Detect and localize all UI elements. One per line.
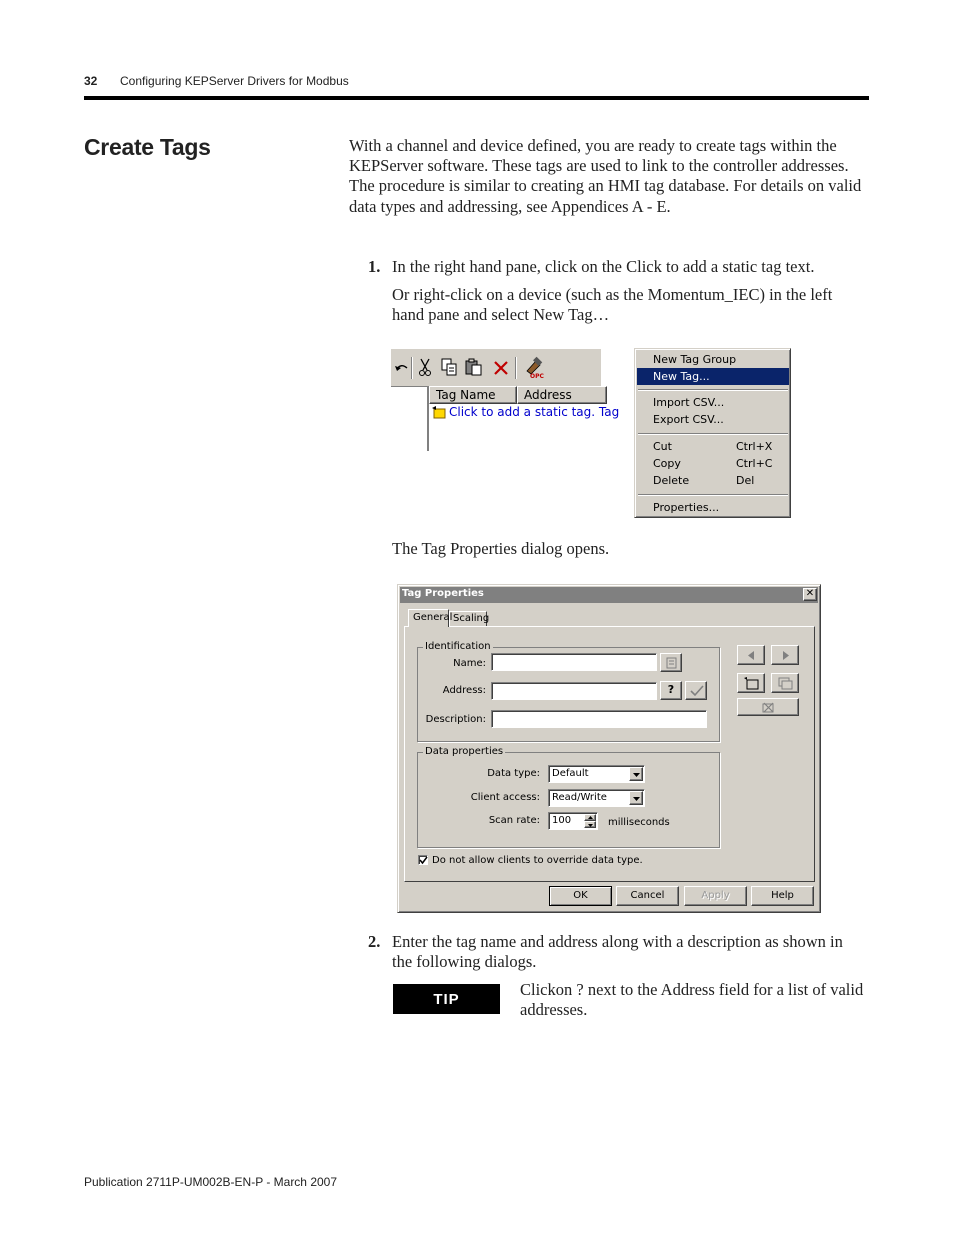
next-tag-button[interactable] bbox=[771, 645, 799, 665]
checkbox-check-icon bbox=[419, 856, 428, 865]
description-field[interactable] bbox=[491, 710, 707, 728]
arrow-right-icon bbox=[783, 651, 789, 660]
previous-tag-button[interactable] bbox=[737, 645, 765, 665]
override-data-type-checkbox[interactable] bbox=[418, 855, 428, 865]
delete-tag-button[interactable] bbox=[737, 698, 799, 716]
tag-browse-icon bbox=[666, 657, 678, 669]
column-tag-name[interactable]: Tag Name bbox=[429, 386, 517, 404]
menu-item-export-csv[interactable]: Export CSV... bbox=[653, 413, 724, 426]
svg-text:OPC: OPC bbox=[530, 373, 544, 380]
checkmark-icon bbox=[690, 685, 704, 697]
spin-up-icon[interactable] bbox=[584, 814, 596, 821]
tag-properties-dialog bbox=[397, 584, 821, 913]
scan-rate-label: Scan rate: bbox=[488, 815, 540, 826]
dialog-caption: The Tag Properties dialog opens. bbox=[392, 539, 610, 558]
scan-rate-field[interactable]: 100 bbox=[548, 812, 598, 830]
opc-icon[interactable] bbox=[524, 357, 546, 379]
address-field[interactable] bbox=[491, 682, 657, 700]
page-number: 32 bbox=[84, 74, 98, 88]
menu-shortcut-delete: Del bbox=[736, 474, 755, 487]
client-access-select[interactable]: Read/Write bbox=[548, 789, 645, 807]
menu-shortcut-cut: Ctrl+X bbox=[736, 440, 773, 453]
question-icon: ? bbox=[667, 683, 675, 696]
new-tag-button[interactable] bbox=[737, 673, 765, 693]
validate-address-button[interactable] bbox=[685, 681, 707, 700]
header-rule bbox=[84, 96, 869, 100]
chevron-down-icon[interactable] bbox=[629, 791, 643, 805]
paste-icon[interactable] bbox=[465, 358, 483, 376]
ok-button[interactable]: OK bbox=[549, 886, 612, 906]
tag-list bbox=[427, 386, 620, 451]
help-button[interactable]: Help bbox=[751, 886, 814, 906]
delete-icon[interactable] bbox=[493, 360, 509, 376]
undo-icon[interactable] bbox=[393, 361, 409, 375]
data-type-select[interactable]: Default bbox=[548, 765, 645, 783]
left-pane-fragment bbox=[391, 386, 427, 452]
toolbar bbox=[391, 348, 601, 387]
description-label: Description: bbox=[425, 714, 486, 725]
client-access-label: Client access: bbox=[470, 792, 540, 803]
step-1-number: 1. bbox=[368, 257, 381, 276]
new-tag-icon bbox=[432, 406, 448, 420]
menu-separator bbox=[638, 494, 788, 496]
address-help-button[interactable] bbox=[660, 681, 682, 700]
tip-text: Clickon ? next to the Address field for a list of valid addresses. bbox=[520, 980, 864, 1020]
column-address[interactable]: Address bbox=[517, 386, 607, 404]
cancel-button[interactable]: Cancel bbox=[616, 886, 679, 906]
arrow-left-icon bbox=[748, 651, 754, 660]
menu-item-properties[interactable]: Properties... bbox=[653, 501, 720, 514]
step-2-number: 2. bbox=[368, 932, 381, 951]
menu-shortcut-copy: Ctrl+C bbox=[736, 457, 773, 470]
step-1-subtext: Or right-click on a device (such as the Momentum_IEC) in the left hand pane and select New Tag… bbox=[392, 285, 833, 325]
close-button[interactable] bbox=[803, 588, 817, 601]
intro-paragraph: With a channel and device defined, you are ready to create tags within the KEPServer software. These tags are used to link to the controller addresses. The procedure is similar to creating an HMI tag database. For details on valid data types and addressing, see Appendices A - E. bbox=[349, 136, 862, 216]
context-menu bbox=[634, 348, 791, 518]
data-type-label: Data type: bbox=[487, 768, 540, 779]
duplicate-icon bbox=[778, 677, 794, 690]
step-2-text: Enter the tag name and address along with a description as shown in the following dialogs. bbox=[392, 932, 843, 972]
apply-button[interactable]: Apply bbox=[684, 886, 747, 906]
spin-down-icon[interactable] bbox=[584, 821, 596, 828]
menu-item-new-tag[interactable]: New Tag... bbox=[653, 370, 710, 383]
click-to-add-tag-link[interactable]: Click to add a static tag. Tag bbox=[449, 405, 620, 419]
step-1-text: In the right hand pane, click on the Click to add a static tag text. bbox=[392, 257, 815, 276]
cut-icon[interactable] bbox=[418, 359, 432, 377]
menu-item-new-tag-group[interactable]: New Tag Group bbox=[653, 353, 737, 366]
menu-separator bbox=[638, 433, 788, 435]
menu-item-import-csv[interactable]: Import CSV... bbox=[653, 396, 725, 409]
footer-publication: Publication 2711P-UM002B-EN-P - March 2007 bbox=[84, 1175, 338, 1189]
tip-label: TIP bbox=[393, 984, 500, 1014]
section-title: Create Tags bbox=[84, 134, 211, 160]
menu-item-copy[interactable]: Copy bbox=[653, 457, 681, 470]
menu-separator bbox=[638, 389, 788, 391]
scan-rate-spinner[interactable] bbox=[584, 814, 596, 828]
name-label: Name: bbox=[453, 658, 486, 669]
toolbar-screenshot bbox=[391, 348, 620, 451]
copy-icon[interactable] bbox=[441, 358, 457, 376]
menu-item-delete[interactable]: Delete bbox=[653, 474, 690, 487]
menu-item-cut[interactable]: Cut bbox=[653, 440, 672, 453]
dialog-title: Tag Properties bbox=[402, 588, 484, 599]
identification-group-label: Identification bbox=[425, 641, 491, 652]
close-icon: ✕ bbox=[805, 588, 815, 599]
duplicate-tag-button[interactable] bbox=[771, 673, 799, 693]
chevron-down-icon[interactable] bbox=[629, 767, 643, 781]
tab-scaling[interactable]: Scaling bbox=[449, 611, 487, 627]
browse-tag-button[interactable] bbox=[660, 653, 682, 672]
new-tag-icon bbox=[744, 677, 760, 690]
tab-general[interactable]: General bbox=[408, 609, 449, 627]
chapter-title: Configuring KEPServer Drivers for Modbus bbox=[120, 74, 349, 88]
scan-rate-unit: milliseconds bbox=[608, 817, 670, 828]
address-label: Address: bbox=[442, 685, 486, 696]
override-data-type-label: Do not allow clients to override data type. bbox=[432, 855, 643, 866]
name-field[interactable] bbox=[491, 653, 657, 671]
data-properties-group-label: Data properties bbox=[425, 746, 504, 757]
delete-tag-icon bbox=[762, 702, 775, 713]
